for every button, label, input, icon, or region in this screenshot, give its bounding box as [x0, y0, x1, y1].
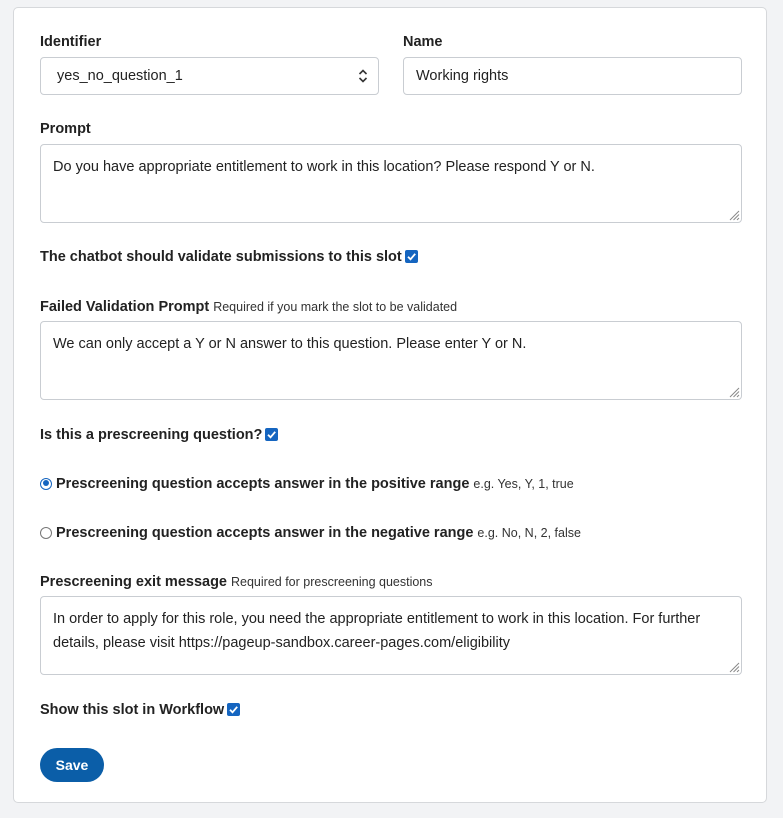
slot-form-card: [13, 7, 767, 803]
failed-validation-label: Failed Validation Prompt: [40, 299, 210, 315]
prescreening-label: Is this a prescreening question?: [40, 427, 263, 443]
failed-validation-label-row: [40, 298, 457, 316]
prescreening-row: [40, 426, 278, 444]
exit-message-textarea-value: In order to apply for this role, you need the appropriate entitlement to work in this location. For further details, please visit https://pageup-sandbox.career-pages.com/eligibility: [53, 611, 701, 651]
prompt-textarea-value: Do you have appropriate entitlement to work in this location? Please respond Y or N.: [53, 159, 595, 175]
name-input-value: Working rights: [416, 68, 509, 84]
prescreening-checkbox[interactable]: [265, 428, 278, 441]
positive-range-label: Prescreening question accepts answer in the positive range: [56, 476, 470, 492]
check-icon: [405, 250, 418, 263]
identifier-label: Identifier: [40, 34, 102, 50]
negative-range-row[interactable]: [40, 524, 581, 542]
check-icon: [265, 428, 278, 441]
validate-label: The chatbot should validate submissions to this slot: [40, 249, 402, 265]
exit-message-textarea[interactable]: [40, 596, 742, 675]
exit-message-label-row: [40, 573, 433, 591]
show-in-workflow-label: Show this slot in Workflow: [40, 702, 225, 718]
identifier-select[interactable]: [40, 57, 379, 95]
negative-range-radio[interactable]: [40, 527, 52, 539]
chevron-up-down-icon: [358, 68, 368, 84]
positive-range-row[interactable]: [40, 475, 574, 493]
prompt-textarea[interactable]: [40, 144, 742, 223]
exit-message-label: Prescreening exit message: [40, 574, 227, 590]
positive-range-radio[interactable]: [40, 478, 52, 490]
failed-validation-textarea[interactable]: [40, 321, 742, 400]
save-button[interactable]: Save: [40, 748, 104, 782]
resize-handle-icon[interactable]: [728, 209, 740, 221]
exit-message-hint: Required for prescreening questions: [231, 575, 433, 589]
identifier-select-value: yes_no_question_1: [57, 68, 183, 84]
validate-row: [40, 248, 418, 266]
show-in-workflow-checkbox[interactable]: [227, 703, 240, 716]
validate-checkbox[interactable]: [405, 250, 418, 263]
name-label: Name: [403, 34, 443, 50]
negative-range-hint: e.g. No, N, 2, false: [477, 526, 581, 540]
prompt-label: Prompt: [40, 121, 91, 137]
name-input[interactable]: [403, 57, 742, 95]
failed-validation-textarea-value: We can only accept a Y or N answer to this question. Please enter Y or N.: [53, 336, 527, 352]
negative-range-label: Prescreening question accepts answer in the negative range: [56, 525, 474, 541]
show-in-workflow-row: [40, 701, 240, 719]
check-icon: [227, 703, 240, 716]
failed-validation-hint: Required if you mark the slot to be validated: [213, 300, 458, 314]
resize-handle-icon[interactable]: [728, 386, 740, 398]
positive-range-hint: e.g. Yes, Y, 1, true: [473, 477, 574, 491]
resize-handle-icon[interactable]: [728, 661, 740, 673]
